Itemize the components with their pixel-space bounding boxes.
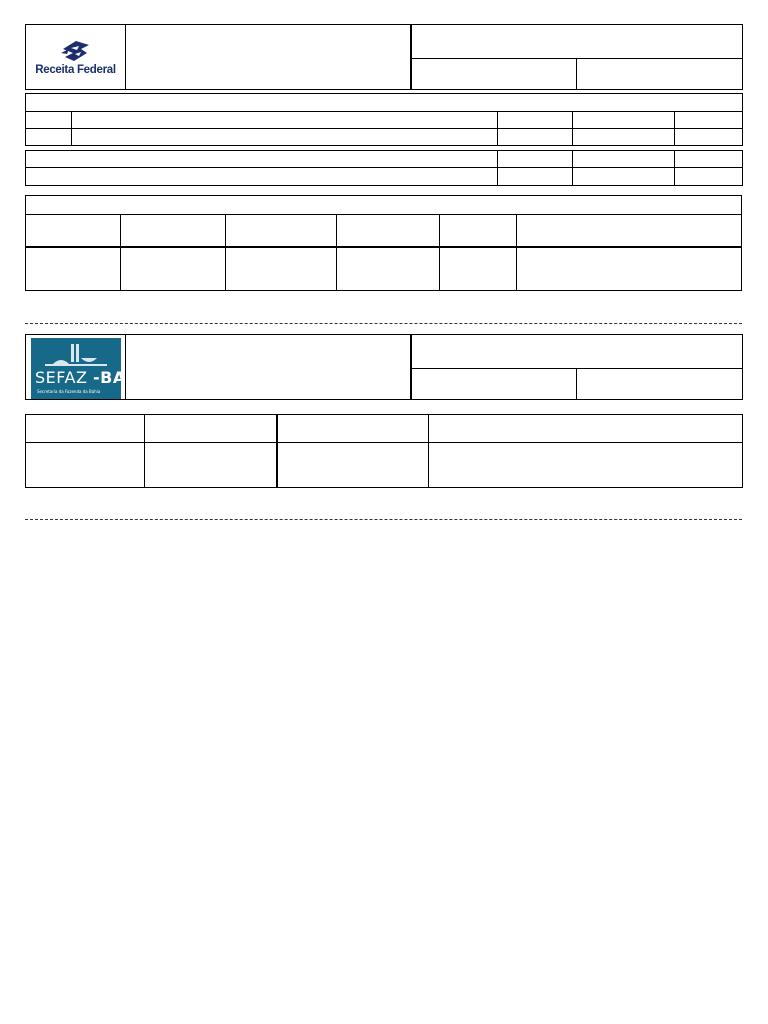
receita-table-3-col-1 (120, 214, 121, 290)
receita-table-2-col-1 (497, 150, 498, 186)
receita-table-2-col-2 (572, 150, 573, 186)
receita-table-1-col-4 (674, 111, 675, 146)
receita-header-subdivider (576, 58, 577, 90)
receita-table-1 (25, 93, 743, 146)
sefaz-table-row-line (25, 442, 742, 443)
receita-table-2-row-line (25, 167, 742, 168)
receita-table-3-col-3 (336, 214, 337, 290)
receita-emblem-icon (57, 39, 95, 63)
cut-line-1 (25, 323, 742, 324)
receita-table-2 (25, 150, 743, 186)
receita-table-3-row-line-2 (25, 246, 741, 248)
sefaz-ba-logo (31, 338, 126, 399)
receita-table-1-col-3 (572, 111, 573, 146)
sefaz-logo-divider (125, 334, 126, 400)
sefaz-table-col-2 (276, 414, 278, 488)
receita-title-divider (410, 24, 412, 90)
receita-table-2-col-3 (674, 150, 675, 186)
cut-line-2 (25, 519, 742, 520)
receita-table-1-col-2 (497, 111, 498, 146)
receita-logo-divider (125, 24, 126, 90)
receita-table-3-col-5 (516, 214, 517, 290)
sefaz-header-subdivider (576, 368, 577, 400)
sefaz-logo-subtitle: Secretaria da Fazenda da Bahia (37, 389, 101, 394)
receita-federal-logo (26, 25, 125, 89)
receita-table-3 (25, 195, 742, 291)
receita-table-3-col-2 (225, 214, 226, 290)
sefaz-table (25, 414, 743, 488)
congress-building-icon (31, 338, 121, 368)
receita-table-3-row-line-1 (25, 214, 741, 215)
receita-logo-text: Receita Federal (35, 63, 116, 76)
receita-table-1-col-1 (71, 111, 72, 146)
receita-table-1-row-line-2 (25, 128, 742, 129)
sefaz-table-col-3 (428, 414, 429, 488)
receita-header-box (25, 24, 743, 90)
sefaz-logo-text: SEFAZ -BA (35, 368, 126, 387)
receita-table-3-col-4 (439, 214, 440, 290)
sefaz-header-box (25, 334, 743, 400)
sefaz-title-divider (410, 334, 412, 400)
sefaz-table-col-1 (144, 414, 145, 488)
receita-table-1-row-line-1 (25, 111, 742, 112)
